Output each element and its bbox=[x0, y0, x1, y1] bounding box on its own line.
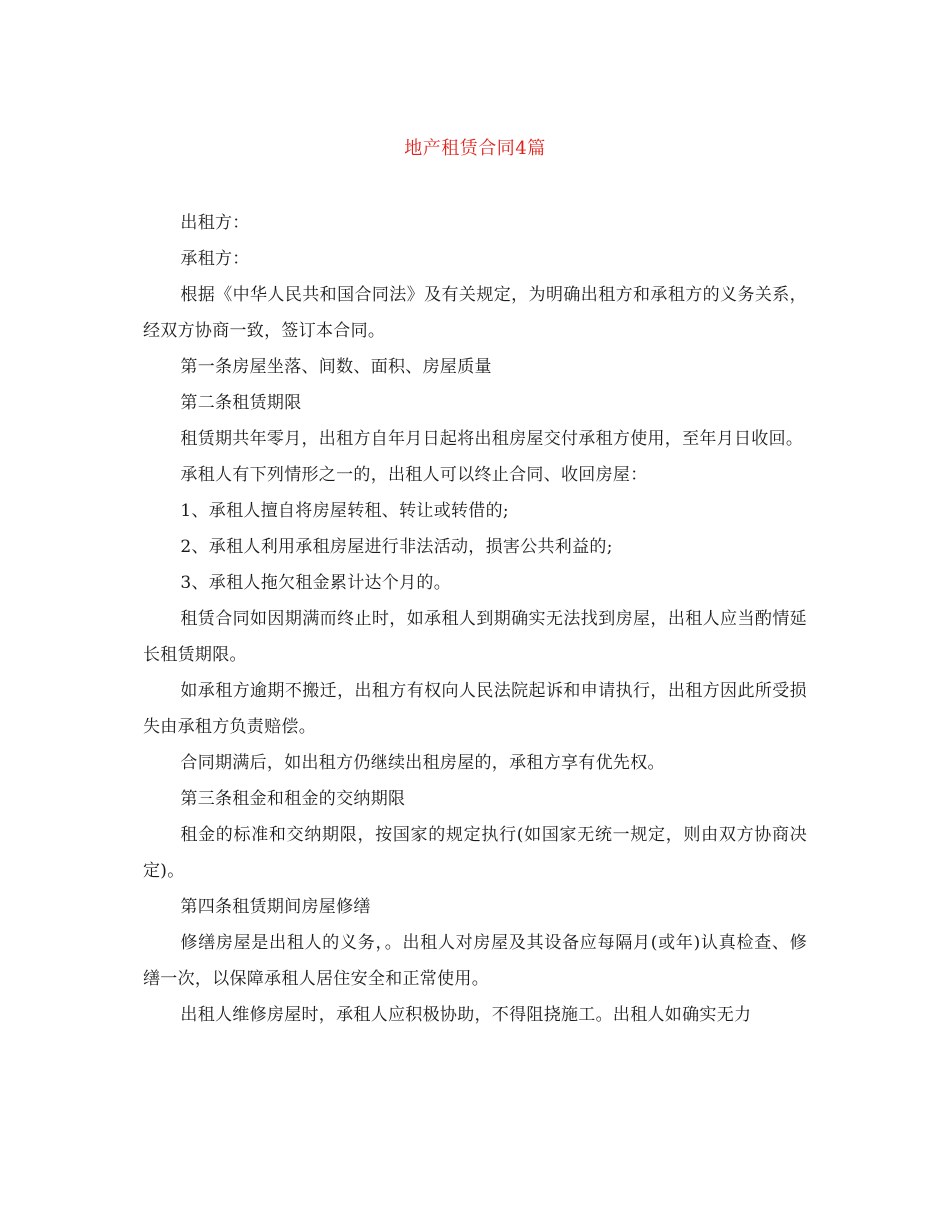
document-title: 地产租赁合同4篇 bbox=[404, 138, 546, 159]
paragraph-repair-duty: 修缮房屋是出租人的义务，。出租人对房屋及其设备应每隔月(或年)认真检查、修缮一次，以保障承租人居住安全和正常使用。 bbox=[143, 933, 807, 989]
list-item-1: 1、承租人擅自将房屋转租、转让或转借的; bbox=[180, 501, 509, 521]
list-item-3: 3、承租人拖欠租金累计达个月的。 bbox=[180, 573, 452, 593]
document-body bbox=[143, 205, 807, 1033]
paragraph-priority: 合同期满后，如出租方仍继续出租房屋的，承租方享有优先权。 bbox=[180, 753, 665, 773]
paragraph-overdue: 如承租方逾期不搬迁，出租方有权向人民法院起诉和申请执行，出租方因此所受损失由承租方负责赔偿。 bbox=[143, 681, 807, 737]
clause-heading-2: 第二条租赁期限 bbox=[180, 393, 302, 413]
clause-heading-1: 第一条房屋坐落、间数、面积、房屋质量 bbox=[180, 357, 492, 377]
paragraph-preamble: 根据《中华人民共和国合同法》及有关规定，为明确出租方和承租方的义务关系，经双方协商一致，签订本合同。 bbox=[143, 285, 807, 341]
paragraph-repair-cooperation: 出租人维修房屋时，承租人应积极协助，不得阻挠施工。出租人如确实无力 bbox=[180, 1005, 752, 1025]
paragraph-lessee: 承租方： bbox=[180, 249, 250, 269]
paragraph-lease-term: 租赁期共年零月，出租方自年月日起将出租房屋交付承租方使用，至年月日收回。 bbox=[180, 429, 804, 449]
list-item-2: 2、承租人利用承租房屋进行非法活动，损害公共利益的; bbox=[180, 537, 613, 557]
paragraph-extension: 租赁合同如因期满而终止时，如承租人到期确实无法找到房屋，出租人应当酌情延长租赁期限。 bbox=[143, 609, 807, 665]
paragraph-termination-intro: 承租人有下列情形之一的，出租人可以终止合同、收回房屋： bbox=[180, 465, 648, 485]
clause-heading-3: 第三条租金和租金的交纳期限 bbox=[180, 789, 406, 809]
clause-heading-4: 第四条租赁期间房屋修缮 bbox=[180, 897, 371, 917]
paragraph-lessor: 出租方： bbox=[180, 213, 250, 233]
paragraph-rent-standard: 租金的标准和交纳期限，按国家的规定执行(如国家无统一规定，则由双方协商决定)。 bbox=[143, 825, 807, 881]
